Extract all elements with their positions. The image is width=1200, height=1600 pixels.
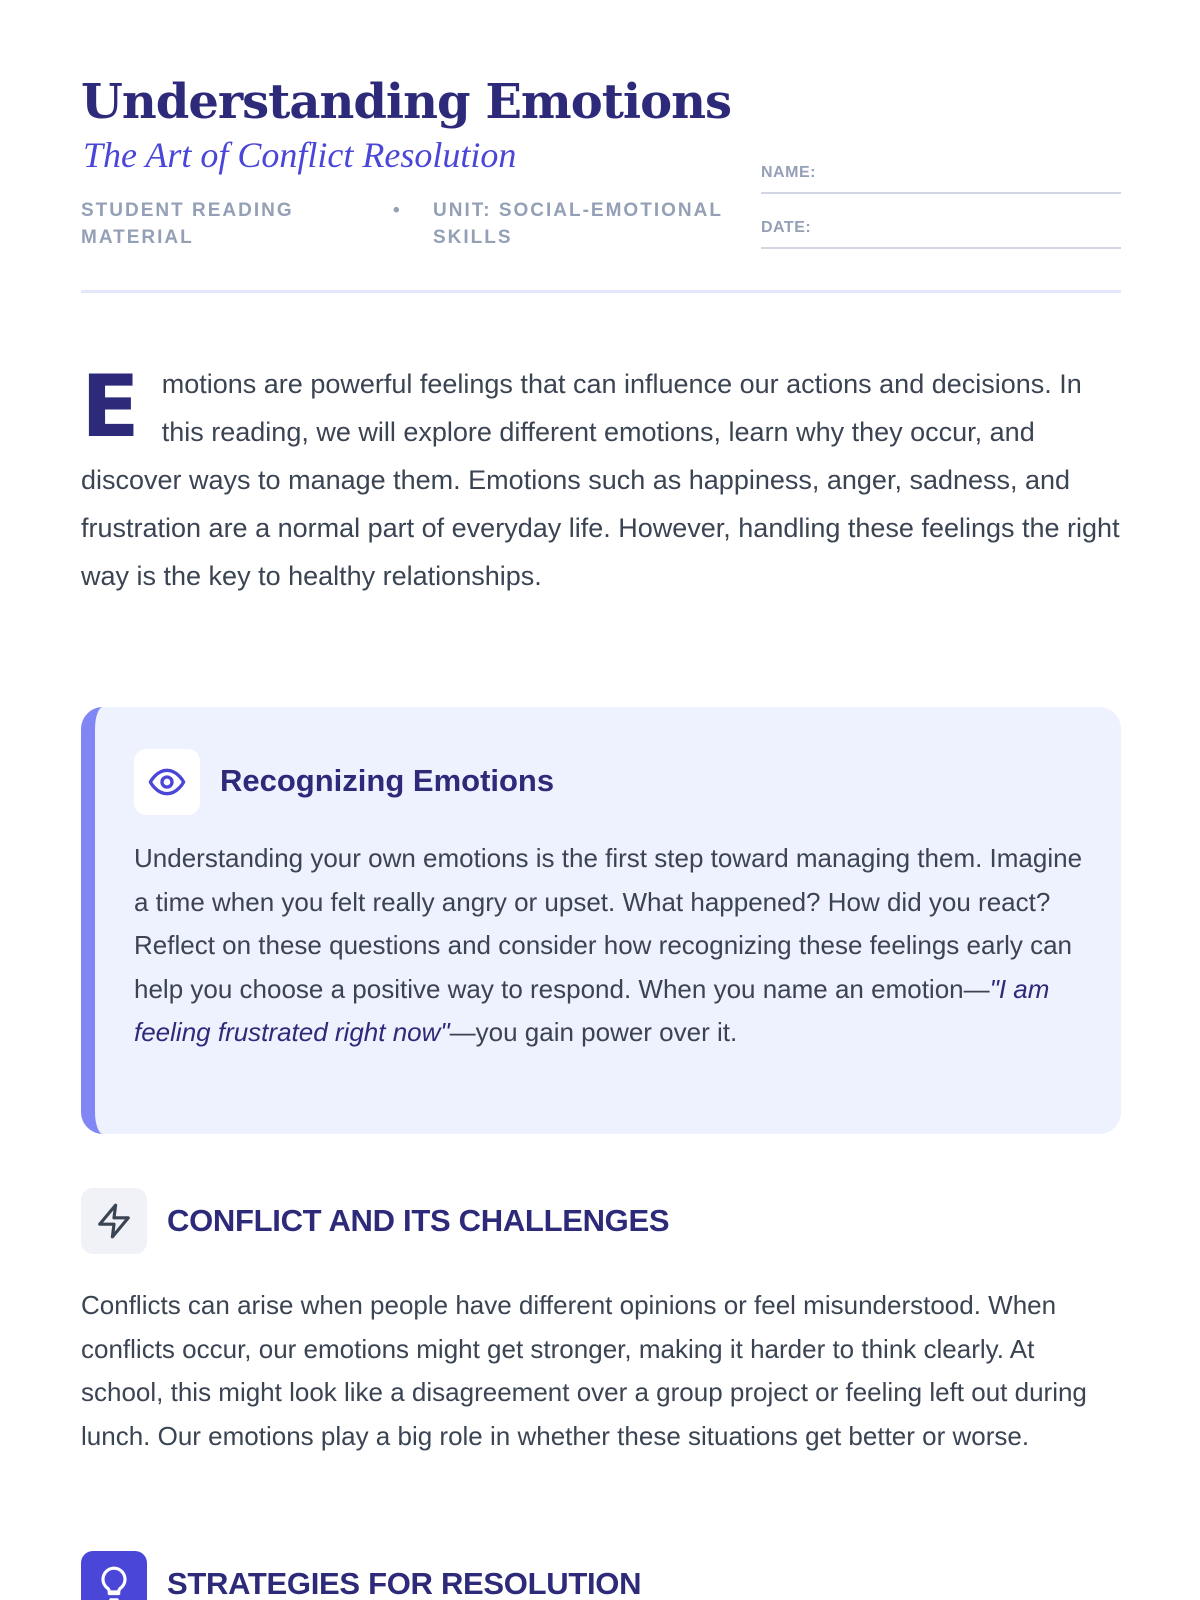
page-subtitle: The Art of Conflict Resolution xyxy=(83,135,517,175)
intro-paragraph xyxy=(81,357,1121,600)
callout-text-end: —you gain power over it. xyxy=(449,1017,738,1047)
drop-cap: E xyxy=(81,357,140,457)
eye-icon xyxy=(134,749,200,815)
callout-title: Recognizing Emotions xyxy=(220,763,555,798)
page-title: Understanding Emotions xyxy=(81,74,732,130)
date-field[interactable] xyxy=(761,219,1121,249)
date-field-label: DATE: xyxy=(761,219,812,236)
meta-separator: • xyxy=(393,200,400,221)
material-type-label: STUDENT READING MATERIAL xyxy=(81,200,294,248)
recognizing-emotions-callout xyxy=(81,707,1121,1134)
name-field-label: NAME: xyxy=(761,164,816,181)
callout-text-part: Understanding your own emotions is the first step toward managing them. Imagine a time when you felt really angry or upset. What happened? How did you react? Reflect on these questions and consider how recognizing these feelings early can help you choose a positive way to respond. When you name an emotion— xyxy=(134,843,1083,1004)
document-header xyxy=(81,0,1121,293)
callout-quote: "I am feeling frustrated right now" xyxy=(134,973,1050,1047)
intro-text: motions are powerful feelings that can influence our actions and decisions. In this reading, we will explore different emotions, learn why they occur, and discover ways to manage them. Emotions such as happiness, anger, sadness, and frustration are a normal part of everyday life. However, handling these feelings the right way is the key to healthy relationships. xyxy=(81,369,1120,591)
unit-label: UNIT: SOCIAL-EMOTIONAL SKILLS xyxy=(433,200,723,248)
section-title-conflict: CONFLICT AND ITS CHALLENGES xyxy=(167,1203,670,1238)
section-text-conflict: Conflicts can arise when people have different opinions or feel misunderstood. When conflicts occur, our emotions might get stronger, making it harder to think clearly. At school, this might look like a disagreement over a group project or feeling left out during lunch. Our emotions play a big role in whether these situations get better or worse. xyxy=(81,1290,1087,1451)
callout-text xyxy=(134,837,1084,1055)
worksheet-page xyxy=(81,0,1121,1600)
name-field[interactable] xyxy=(761,164,1121,194)
lightning-bolt-icon xyxy=(81,1188,147,1254)
lightbulb-icon xyxy=(81,1551,147,1600)
section-title-strategies: STRATEGIES FOR RESOLUTION xyxy=(167,1566,642,1600)
